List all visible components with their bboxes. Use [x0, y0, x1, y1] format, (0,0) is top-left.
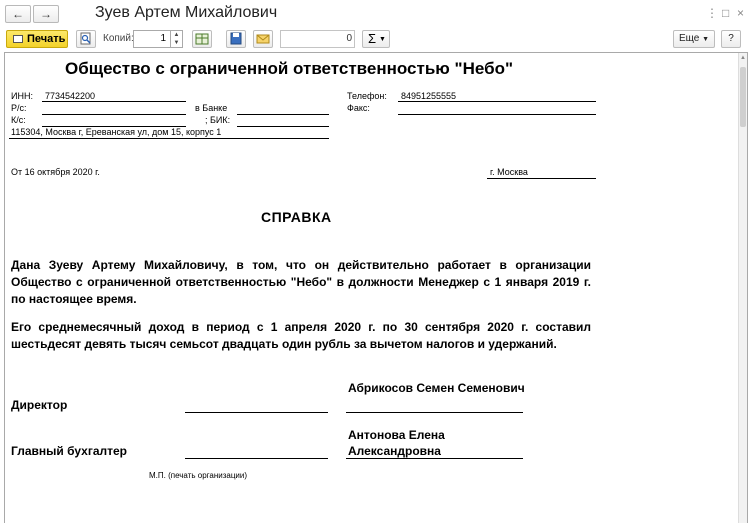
inn-label: ИНН:: [11, 91, 33, 101]
ks-label: К/с:: [11, 115, 26, 125]
bank-underline: [237, 114, 329, 115]
document-sheet: [5, 53, 740, 523]
chevron-up-icon[interactable]: ▲: [173, 32, 180, 38]
document-view[interactable]: [4, 52, 748, 523]
more-vertical-icon[interactable]: ⋮: [706, 6, 718, 20]
accountant-signature-line: [185, 458, 328, 459]
preview-button[interactable]: [76, 30, 96, 48]
fax-underline: [398, 114, 596, 115]
bank-label: в Банке: [195, 103, 228, 113]
scrollbar-thumb[interactable]: [740, 67, 746, 127]
preview-icon: [77, 31, 95, 47]
phone-value: 84951255555: [401, 91, 457, 101]
forward-button[interactable]: [33, 5, 59, 23]
chevron-up-icon[interactable]: ▲: [740, 55, 746, 61]
save-button[interactable]: [226, 30, 246, 48]
chevron-down-icon: ▼: [379, 36, 386, 43]
expand-icon[interactable]: □: [722, 6, 730, 20]
address-underline: [9, 138, 329, 139]
table-settings-button[interactable]: [192, 30, 212, 48]
director-signature-line: [185, 412, 328, 413]
copies-input[interactable]: 1: [133, 30, 171, 48]
print-button[interactable]: [6, 30, 68, 48]
organization-title: Общество с ограниченной ответственностью "Небо": [65, 59, 514, 78]
document-heading: СПРАВКА: [261, 209, 332, 225]
rs-underline: [42, 114, 186, 115]
table-icon: [193, 31, 211, 47]
inn-underline: [42, 101, 186, 102]
document-city: г. Москва: [490, 167, 528, 177]
copies-label: Копий:: [103, 33, 134, 44]
window-title: Зуев Артем Михайлович: [95, 4, 278, 21]
back-button[interactable]: [5, 5, 31, 23]
toolbar: [0, 28, 750, 50]
director-label: Директор: [11, 398, 68, 412]
phone-underline: [398, 101, 596, 102]
accountant-label: Главный бухгалтер: [11, 444, 128, 458]
bik-label: ; БИК:: [205, 115, 231, 125]
stamp-label: М.П. (печать организации): [149, 471, 248, 480]
rs-label: Р/с:: [11, 103, 27, 113]
accountant-name: Антонова Елена Александровна: [348, 428, 445, 458]
body-paragraph-employment: Дана Зуеву Артему Михайловичу, в том, что он действительно работает в организации Общество с ограниченной ответственностью "Небо" в должности Менеджер с 1 января 2019 г. по настоящее время.: [11, 258, 591, 306]
bik-underline: [237, 126, 329, 127]
title-bar: [0, 0, 750, 28]
vertical-scrollbar[interactable]: [738, 53, 747, 523]
print-button-label: Печать: [27, 33, 66, 45]
arrow-left-icon: ←: [12, 7, 24, 21]
chevron-down-icon[interactable]: ▼: [173, 40, 180, 46]
body-paragraph-income: Его среднемесячный доход в период с 1 апреля 2020 г. по 30 сентября 2020 г. составил шестьдесят девять тысяч семьсот двадцать один рубль за вычетом налогов и удержаний.: [11, 320, 591, 351]
director-name: Абрикосов Семен Семенович: [348, 381, 525, 395]
director-name-underline: [346, 412, 523, 413]
copies-spinner[interactable]: [171, 30, 183, 48]
printer-icon: [13, 35, 23, 43]
close-icon[interactable]: ×: [737, 6, 745, 20]
phone-label: Телефон:: [347, 91, 387, 101]
city-underline: [487, 178, 596, 179]
document-date: От 16 октября 2020 г.: [11, 167, 100, 177]
email-button[interactable]: [253, 30, 273, 48]
more-button[interactable]: [673, 30, 715, 48]
more-button-label: Еще: [678, 33, 700, 44]
sum-icon: Σ: [368, 31, 377, 46]
chevron-down-icon: ▼: [702, 36, 710, 43]
envelope-icon: [254, 31, 272, 47]
floppy-disk-icon: [227, 31, 245, 47]
address-text: 115304, Москва г, Ереванская ул, дом 15, корпус 1: [11, 127, 222, 137]
value-input[interactable]: 0: [280, 30, 355, 48]
accountant-name-underline: [346, 458, 523, 459]
help-button[interactable]: ?: [721, 30, 741, 48]
inn-value: 7734542200: [45, 91, 96, 101]
fax-label: Факс:: [347, 103, 370, 113]
sum-button[interactable]: [362, 30, 390, 48]
arrow-right-icon: →: [40, 7, 52, 21]
